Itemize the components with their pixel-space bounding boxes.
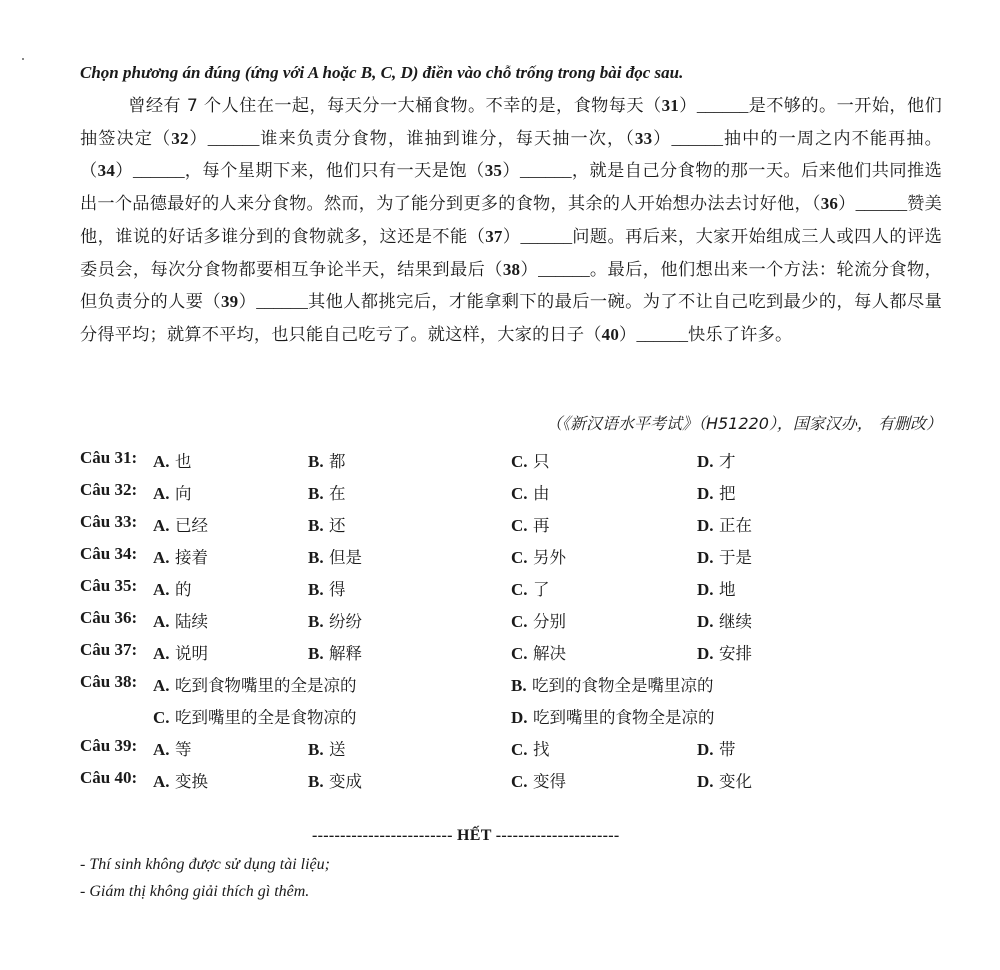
option-b: [308, 544, 362, 568]
option-c: [511, 768, 566, 792]
option-letter: C.: [511, 772, 528, 791]
question-38-continued: [80, 702, 960, 734]
option-text: 吃到嘴里的食物全是凉的: [532, 708, 715, 727]
option-letter: C.: [511, 580, 528, 599]
passage-text-11: 快乐了许多。: [688, 324, 793, 345]
question-31: [80, 446, 960, 478]
option-letter: A.: [153, 452, 170, 471]
option-b: [308, 736, 346, 760]
option-text: 在: [329, 484, 346, 503]
question-label: Câu 35:: [80, 576, 138, 595]
option-text: 把: [718, 484, 736, 503]
passage-text-8: 问题。再后来，大家开始组成三人或四人的评选委员会，每次分食物都要相互争论半天，结果到最后（: [80, 226, 943, 280]
blank-38: ______: [538, 259, 590, 279]
passage-text-5: ，每个星期下来，他们只有一天是饱（: [184, 161, 485, 182]
passage-text-9: 。最后，他们想出来一个方法：轮流分食物，但负责分的人要（: [80, 259, 943, 313]
blank-34: ______: [132, 161, 185, 181]
passage-paren: ）: [502, 161, 520, 182]
option-d: [697, 608, 752, 632]
option-text: 变得: [532, 772, 566, 791]
option-text: 变成: [329, 772, 362, 791]
option-text: 向: [174, 484, 192, 503]
option-b: [308, 576, 346, 600]
option-letter: D.: [697, 484, 714, 503]
option-text: 再: [532, 516, 550, 535]
option-letter: B.: [308, 452, 324, 471]
option-letter: C.: [511, 516, 528, 535]
option-letter: B.: [308, 644, 324, 663]
note-no-materials: - Thí sinh không được sử dụng tài liệu;: [80, 856, 330, 873]
option-text: 变换: [174, 772, 208, 791]
option-letter: B.: [308, 516, 324, 535]
option-letter: C.: [511, 452, 528, 471]
option-d: [697, 576, 735, 600]
option-letter: D.: [697, 580, 714, 599]
reading-passage: [80, 90, 942, 352]
blank-31: ______: [696, 96, 749, 115]
option-text: 还: [329, 516, 346, 535]
passage-text-10: 其他人都挑完后，才能拿剩下的最后一碗。为了不让自己吃到最少的，每人都尽量分得平均；就算不平均，也只能自己吃亏了。就这样，大家的日子（: [80, 292, 943, 345]
option-text: 说明: [174, 644, 208, 663]
option-text: 吃到嘴里的全是食物凉的: [174, 708, 357, 727]
passage-paren: ）: [838, 194, 856, 215]
passage-text-4: 抽中的一周之内不能再抽。（: [80, 128, 943, 182]
blank-number-37: 37: [485, 226, 503, 246]
option-a: [153, 640, 208, 664]
option-d: [511, 704, 714, 728]
question-label: Câu 34:: [80, 544, 138, 563]
option-text: 也: [174, 452, 192, 471]
option-letter: A.: [153, 676, 170, 695]
option-letter: C.: [153, 708, 170, 727]
option-letter: D.: [697, 644, 714, 663]
option-text: 安排: [718, 644, 752, 663]
option-a: [153, 672, 356, 696]
option-letter: B.: [308, 612, 324, 631]
option-letter: B.: [308, 580, 324, 599]
option-text: 的: [174, 580, 192, 599]
option-c: [511, 736, 549, 760]
option-letter: B.: [308, 772, 324, 791]
option-letter: C.: [511, 612, 528, 631]
option-a: [153, 512, 208, 536]
blank-39: ______: [256, 292, 308, 312]
option-c: [511, 576, 549, 600]
option-text: 纷纷: [329, 612, 362, 631]
scan-speck: [22, 58, 24, 60]
option-text: 陆续: [174, 612, 208, 631]
option-text: 正在: [718, 516, 752, 535]
question-label: Câu 32:: [80, 480, 138, 499]
blank-36: ______: [855, 194, 908, 214]
blank-number-35: 35: [484, 161, 503, 181]
option-d: [697, 640, 752, 664]
option-c: [511, 448, 549, 472]
option-text: 得: [329, 580, 346, 599]
passage-source: （《新汉语水平考试》（H51220），国家汉办， 有删改）: [545, 414, 942, 433]
option-d: [697, 544, 752, 568]
option-letter: D.: [697, 740, 714, 759]
passage-text-7: 赞美他，谁说的好话多谁分到的食物就多，这还是不能（: [80, 194, 942, 247]
blank-number-38: 38: [502, 259, 521, 279]
option-letter: A.: [153, 484, 170, 503]
option-letter: C.: [511, 644, 528, 663]
option-letter: A.: [153, 580, 170, 599]
option-text: 找: [532, 740, 550, 759]
option-text: 但是: [329, 548, 362, 567]
option-b: [308, 640, 362, 664]
option-text: 吃到的食物全是嘴里凉的: [532, 676, 714, 695]
option-a: [153, 736, 191, 760]
option-c: [511, 640, 566, 664]
question-40: [80, 766, 960, 798]
blank-33: ______: [671, 128, 723, 148]
option-text: 接着: [174, 548, 208, 567]
option-text: 另外: [532, 548, 566, 567]
blank-number-33: 33: [634, 128, 653, 148]
option-c: [511, 480, 549, 504]
question-35: [80, 574, 960, 606]
question-label: Câu 37:: [80, 640, 138, 659]
option-a: [153, 480, 191, 504]
note-no-explanation: - Giám thị không giải thích gì thêm.: [80, 883, 310, 900]
blank-32: ______: [207, 128, 260, 148]
passage-text-1: 曾经有 7 个人住在一起，每天分一大桶食物。不幸的是，食物每天（: [128, 96, 662, 116]
blank-number-31: 31: [661, 96, 679, 115]
option-text: 于是: [718, 548, 752, 567]
option-text: 解决: [532, 644, 566, 663]
question-label: Câu 33:: [80, 512, 138, 531]
option-letter: A.: [153, 516, 170, 535]
option-letter: A.: [153, 612, 170, 631]
question-39: [80, 734, 960, 766]
question-list: [80, 446, 960, 798]
option-text: 由: [532, 484, 550, 503]
blank-number-32: 32: [171, 128, 189, 148]
option-letter: D.: [511, 708, 528, 727]
blank-37: ______: [520, 226, 573, 246]
option-text: 解释: [329, 644, 362, 663]
question-38: [80, 670, 960, 702]
option-letter: A.: [153, 644, 170, 663]
option-d: [697, 480, 735, 504]
option-letter: D.: [697, 612, 714, 631]
passage-paren: ）: [238, 292, 257, 313]
option-b: [308, 512, 346, 536]
option-text: 了: [532, 580, 550, 599]
question-32: [80, 478, 960, 510]
option-text: 分别: [532, 612, 566, 631]
option-letter: D.: [697, 772, 714, 791]
option-text: 继续: [718, 612, 752, 631]
option-letter: D.: [697, 516, 714, 535]
blank-number-34: 34: [97, 161, 116, 181]
instruction-heading: Chọn phương án đúng (ứng với A hoặc B, C, D) điền vào chỗ trống trong bài đọc sau.: [80, 63, 684, 82]
question-label: Câu 38:: [80, 672, 138, 691]
option-text: 已经: [174, 516, 208, 535]
option-letter: C.: [511, 548, 528, 567]
option-b: [308, 480, 346, 504]
option-text: 只: [532, 452, 550, 471]
option-d: [697, 736, 735, 760]
passage-paren: ）: [188, 128, 208, 149]
passage-text-3: 谁来负责分食物，谁抽到谁分，每天抽一次，（: [259, 128, 635, 149]
passage-paren: ）: [502, 226, 521, 247]
option-text: 吃到食物嘴里的全是凉的: [174, 676, 357, 695]
option-letter: B.: [308, 548, 324, 567]
option-c: [511, 544, 566, 568]
option-b: [308, 768, 362, 792]
question-label: Câu 39:: [80, 736, 138, 755]
passage-paren: ）: [679, 96, 697, 116]
option-letter: D.: [697, 452, 714, 471]
passage-paren: ）: [619, 324, 637, 345]
question-label: Câu 36:: [80, 608, 138, 627]
question-36: [80, 606, 960, 638]
option-text: 变化: [718, 772, 752, 791]
option-a: [153, 576, 191, 600]
option-letter: B.: [308, 740, 324, 759]
option-a: [153, 608, 208, 632]
passage-paren: ）: [115, 161, 133, 182]
option-letter: A.: [153, 548, 170, 567]
option-b: [511, 672, 714, 696]
option-text: 地: [718, 580, 736, 599]
blank-35: ______: [520, 161, 572, 181]
question-label: Câu 31:: [80, 448, 138, 467]
option-d: [697, 768, 752, 792]
option-c: [153, 704, 356, 728]
option-text: 都: [329, 452, 346, 471]
question-34: [80, 542, 960, 574]
option-text: 等: [174, 740, 192, 759]
option-letter: A.: [153, 740, 170, 759]
option-a: [153, 544, 208, 568]
end-of-exam-mark: ------------------------- HẾT ----------------------: [312, 827, 620, 844]
option-letter: C.: [511, 740, 528, 759]
question-label: Câu 40:: [80, 768, 138, 787]
option-text: 带: [718, 740, 736, 759]
option-letter: D.: [697, 548, 714, 567]
question-33: [80, 510, 960, 542]
passage-text-6: ，就是自己分食物的那一天。后来他们共同推选出一个品德最好的人来分食物。然而，为了能分到更多的食物，其余的人开始想办法去讨好他，（: [80, 161, 943, 215]
option-a: [153, 768, 208, 792]
blank-40: ______: [636, 324, 688, 344]
passage-paren: ）: [652, 128, 672, 149]
blank-number-40: 40: [601, 324, 620, 344]
option-letter: A.: [153, 772, 170, 791]
passage-paren: ）: [520, 259, 539, 280]
blank-number-36: 36: [820, 194, 839, 214]
question-37: [80, 638, 960, 670]
option-d: [697, 512, 752, 536]
option-letter: B.: [511, 676, 527, 695]
option-letter: C.: [511, 484, 528, 503]
option-letter: B.: [308, 484, 324, 503]
option-text: 才: [718, 452, 736, 471]
option-text: 送: [329, 740, 346, 759]
option-b: [308, 448, 346, 472]
blank-number-39: 39: [220, 292, 239, 312]
option-c: [511, 608, 566, 632]
option-a: [153, 448, 191, 472]
option-d: [697, 448, 735, 472]
option-c: [511, 512, 549, 536]
passage-text-2: 是不够的。一开始，他们抽签决定（: [80, 96, 943, 149]
option-b: [308, 608, 362, 632]
